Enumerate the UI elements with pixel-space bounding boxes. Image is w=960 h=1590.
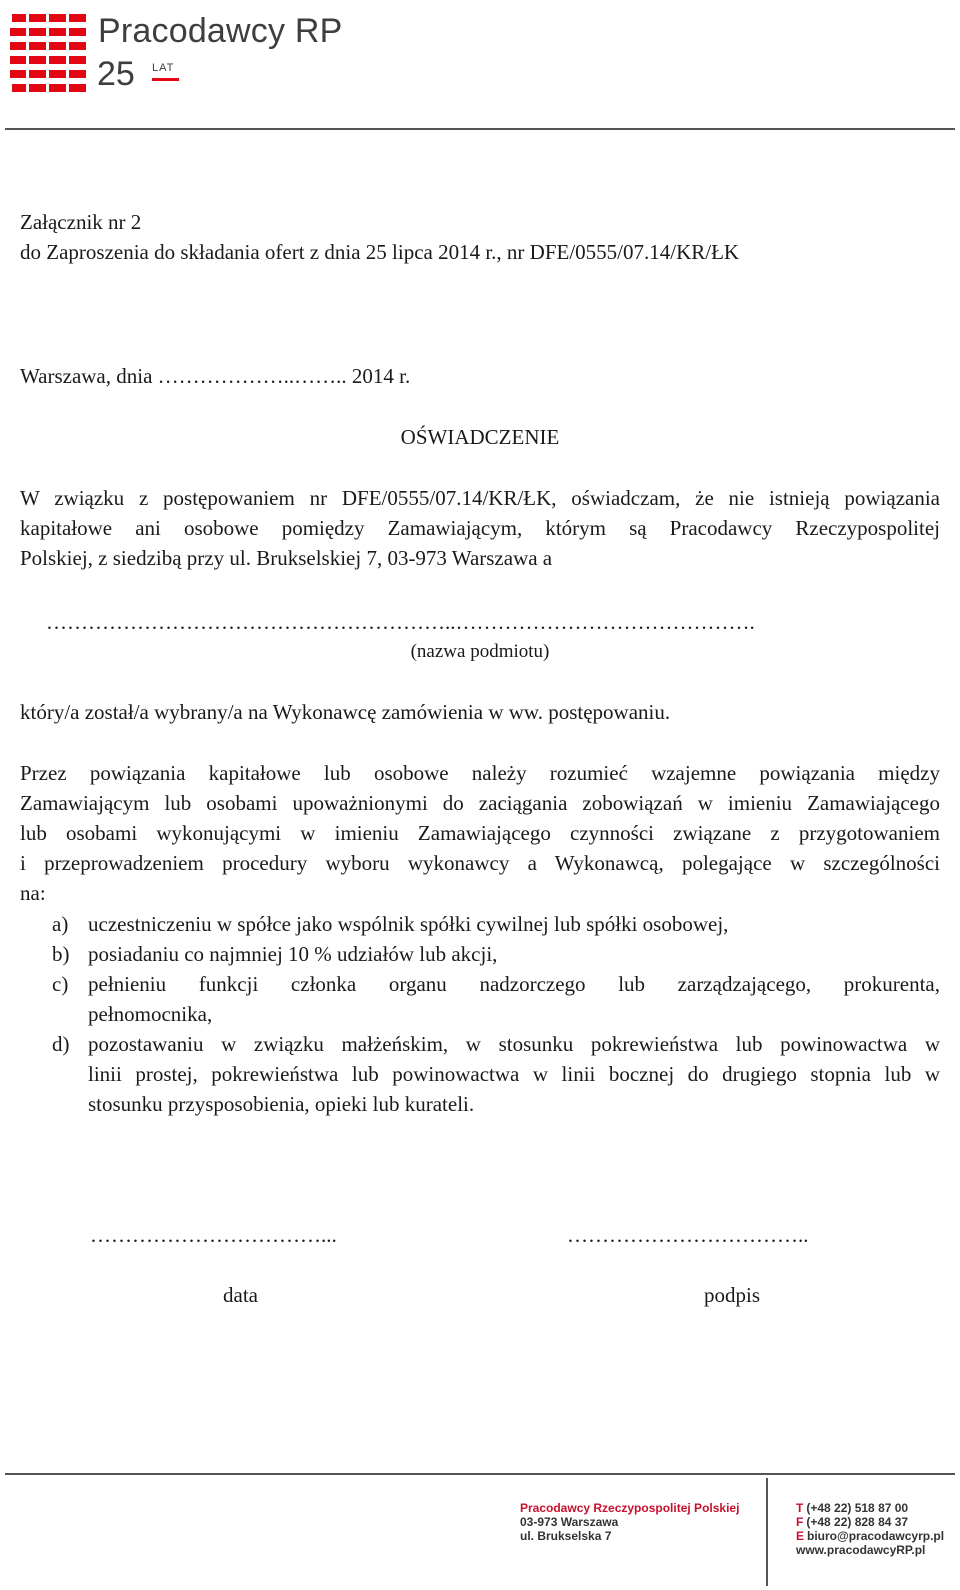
list-item-text: uczestniczeniu w spółce jako wspólnik spółki cywilnej lub spółki osobowej, (88, 912, 729, 936)
footer-address (520, 1501, 739, 1543)
logo-years: 25 (97, 55, 135, 93)
paragraph-line: Przez powiązania kapitałowe lub osobowe należy rozumieć wzajemne powiązania między (20, 761, 940, 785)
signature-sign-field: …………………………….. (567, 1223, 809, 1247)
footer-street: ul. Brukselska 7 (520, 1529, 612, 1543)
footer-org-name: Pracodawcy Rzeczypospolitej Polskiej (520, 1501, 740, 1515)
paragraph-line: Polskiej, z siedzibą przy ul. Brukselskiej 7, 03-973 Warszawa a (20, 546, 553, 570)
contact-key: E (796, 1529, 805, 1543)
footer-fax (796, 1515, 944, 1529)
contact-key: T (796, 1501, 804, 1515)
paragraph-line: i przeprowadzeniem procedury wyboru wykonawcy a Wykonawcą, polegające w szczególności (20, 851, 940, 875)
list-item (52, 939, 942, 969)
list-item (52, 909, 942, 939)
entity-label: (nazwa podmiotu) (410, 641, 550, 662)
attachment-number: Załącznik nr 2 (20, 210, 142, 234)
list-item (52, 969, 942, 1029)
paragraph-line: lub osobami wykonującymi w imieniu Zamawiającego czynności związane z przygotowaniem (20, 821, 940, 845)
declaration-paragraph (20, 483, 940, 573)
list-item-text: pełnieniu funkcji członka organu nadzorczego lub zarządzającego, prokurenta, (88, 972, 940, 996)
list-marker: d) (52, 1032, 70, 1056)
list-marker: c) (52, 972, 69, 996)
contact-value: (+48 22) 828 84 37 (806, 1515, 909, 1529)
list-marker: a) (52, 912, 69, 936)
footer-phone (796, 1501, 944, 1515)
list-item-text: pozostawaniu w związku małżeńskim, w stosunku pokrewieństwa lub powinowactwa w (88, 1032, 940, 1056)
selection-statement: który/a został/a wybrany/a na Wykonawcę zamówienia w ww. postępowaniu. (20, 700, 671, 724)
paragraph-line: na: (20, 881, 46, 905)
contact-value[interactable]: biuro@pracodawcyrp.pl (807, 1529, 945, 1543)
list-item-text: pełnomocnika, (88, 1002, 213, 1026)
list-item-text: posiadaniu co najmniej 10 % udziałów lub akcji, (88, 942, 498, 966)
footer-postal: 03-973 Warszawa (520, 1515, 619, 1529)
definition-paragraph (20, 758, 940, 908)
document-title: OŚWIADCZENIE (400, 425, 560, 449)
logo-red-underline (152, 78, 179, 81)
footer-email[interactable] (796, 1529, 944, 1543)
signature-date-field: ……………………………... (90, 1223, 337, 1247)
list-item-text: stosunku przysposobienia, opieki lub kurateli. (88, 1092, 475, 1116)
logo-years-label: LAT (152, 62, 175, 74)
relations-list (52, 909, 942, 1119)
footer-vertical-divider (766, 1478, 768, 1586)
contact-value: (+48 22) 518 87 00 (806, 1501, 909, 1515)
logo-brand-text: Pracodawcy RP (98, 12, 343, 50)
paragraph-line: Zamawiającym lub osobami upoważnionymi do zaciągania zobowiązań w imieniu Zamawiającego (20, 791, 940, 815)
footer-website-link[interactable]: www.pracodawcyRP.pl (796, 1543, 926, 1557)
attachment-reference: do Zaproszenia do składania ofert z dnia 25 lipca 2014 r., nr DFE/0555/07.14/KR/ŁK (20, 240, 740, 264)
paragraph-line: kapitałowe ani osobowe pomiędzy Zamawiającym, którym są Pracodawcy Rzeczypospolitej (20, 516, 940, 540)
logo-stripes-icon (6, 14, 86, 92)
footer-divider (5, 1473, 955, 1475)
place-date-line: Warszawa, dnia ………………..…….. 2014 r. (20, 364, 411, 388)
contact-key: F (796, 1515, 804, 1529)
header-divider (5, 128, 955, 130)
signature-date-label: data (223, 1283, 258, 1307)
paragraph-line: W związku z postępowaniem nr DFE/0555/07.14/KR/ŁK, oświadczam, że nie istnieją powiązania (20, 486, 940, 510)
list-marker: b) (52, 942, 70, 966)
list-item-text: linii prostej, pokrewieństwa lub powinowactwa w linii bocznej do drugiego stopnia lub w (88, 1062, 940, 1086)
logo (0, 0, 343, 100)
list-item (52, 1029, 942, 1119)
entity-blank-line: …………………………………………………..……………………………………. (46, 610, 755, 634)
signature-sign-label: podpis (704, 1283, 761, 1307)
footer-contacts (796, 1501, 944, 1557)
